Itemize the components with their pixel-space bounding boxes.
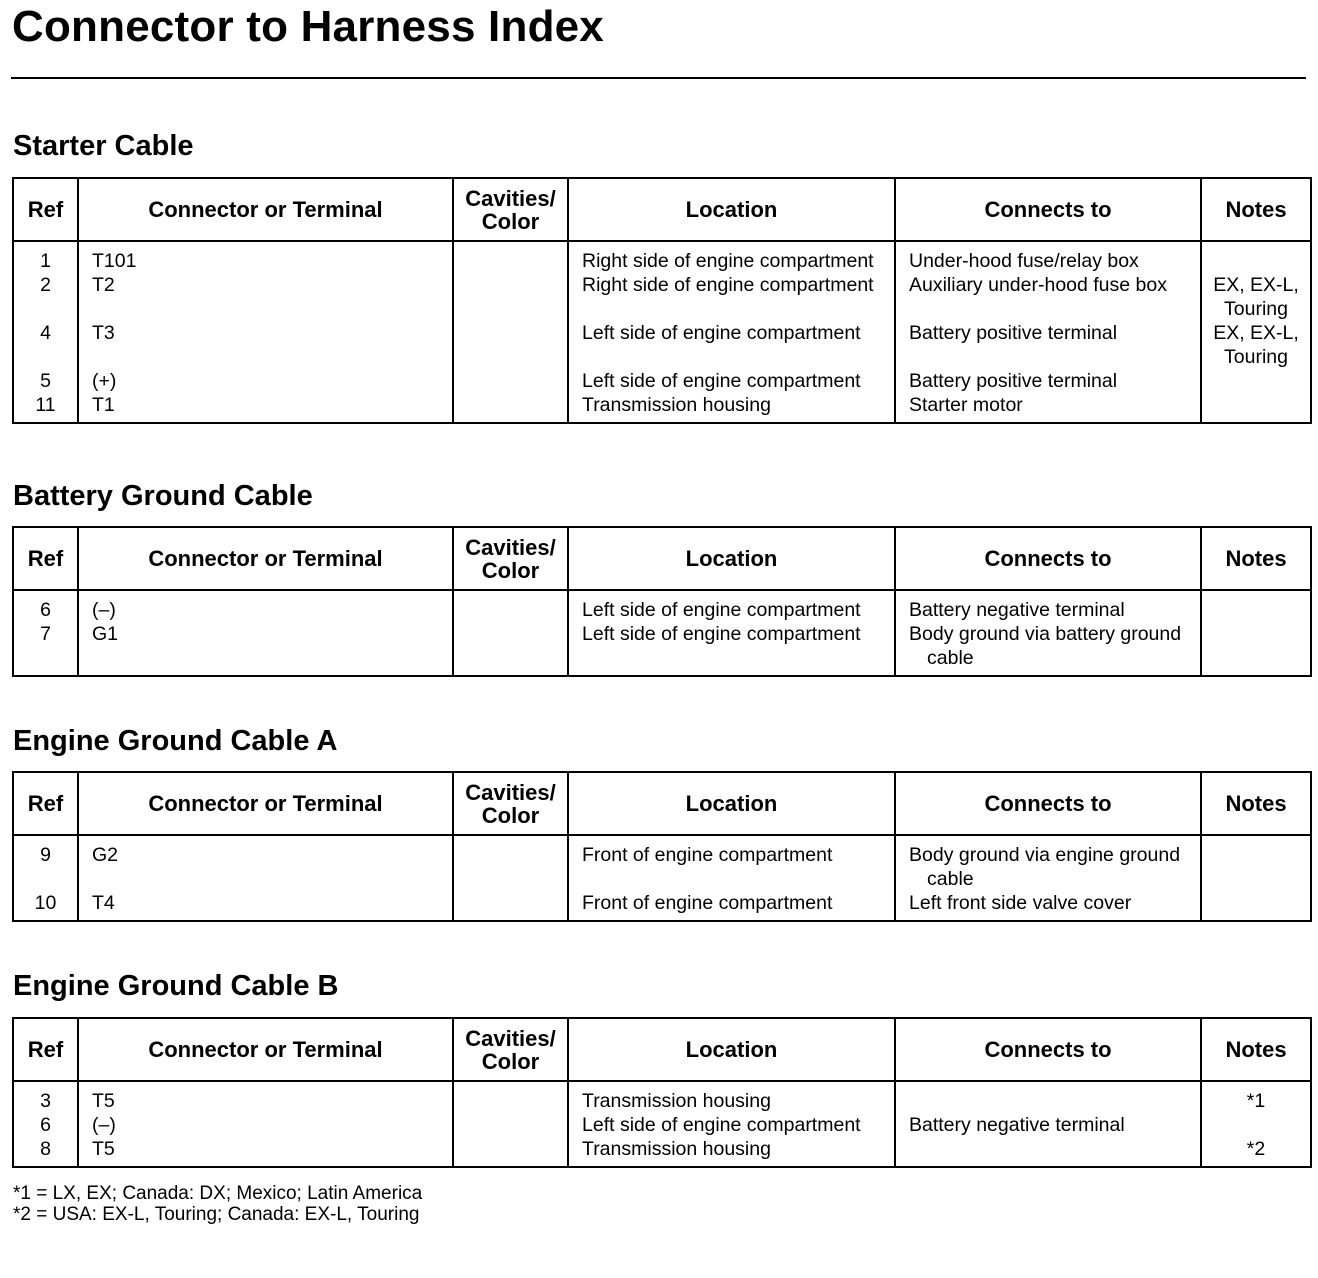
connects-to-cell: [895, 393, 1201, 423]
connector-cell: T5: [78, 1137, 453, 1167]
table-row: [13, 1137, 1311, 1167]
location-cell: Left side of engine compartment: [568, 321, 895, 369]
notes-cell: [1201, 590, 1311, 622]
table-engine-ground-cable-b: [12, 1017, 1312, 1168]
table-row: [13, 590, 1311, 622]
location-cell: Front of engine compartment: [568, 891, 895, 921]
header-row: [13, 178, 1311, 241]
notes-cell: [1201, 369, 1311, 393]
col-header-cavities-line1: Cavities/: [465, 779, 556, 805]
ref-cell: 1: [13, 241, 78, 273]
cavities-cell: [453, 1081, 568, 1113]
cavities-cell: [453, 1137, 568, 1167]
section-title-engine-ground-cable-b: Engine Ground Cable B: [13, 970, 339, 1002]
location-cell: Left side of engine compartment: [568, 1113, 895, 1137]
cavities-cell: [453, 891, 568, 921]
col-header-notes: Notes: [1201, 1018, 1311, 1081]
footnote-1: *1 = LX, EX; Canada: DX; Mexico; Latin America: [13, 1183, 423, 1204]
footnote-2: *2 = USA: EX-L, Touring; Canada: EX-L, Touring: [13, 1204, 420, 1225]
location-cell: Left side of engine compartment: [568, 622, 895, 676]
table-row: [13, 273, 1311, 321]
section-title-battery-ground-cable: Battery Ground Cable: [13, 480, 313, 512]
cavities-cell: [453, 622, 568, 676]
location-cell: Left side of engine compartment: [568, 369, 895, 393]
notes-cell: [1201, 1113, 1311, 1137]
col-header-cavities-line2: Color: [481, 557, 540, 583]
table-row: [13, 369, 1311, 393]
col-header-connector: Connector or Terminal: [78, 1018, 453, 1081]
col-header-cavities: [453, 178, 568, 241]
connects-to-cell: [895, 241, 1201, 273]
connector-cell: T2: [78, 273, 453, 321]
notes-cell: [1201, 891, 1311, 921]
ref-cell: 5: [13, 369, 78, 393]
notes-cell: [1201, 622, 1311, 676]
notes-cell: [1201, 835, 1311, 891]
ref-cell: 10: [13, 891, 78, 921]
col-header-connects-to: Connects to: [895, 178, 1201, 241]
cavities-cell: [453, 590, 568, 622]
col-header-connector: Connector or Terminal: [78, 772, 453, 835]
header-row: [13, 1018, 1311, 1081]
location-cell: Right side of engine compartment: [568, 241, 895, 273]
connects-to-text: Under-hood fuse/relay box: [909, 250, 1139, 272]
table-row: [13, 321, 1311, 369]
cavities-cell: [453, 241, 568, 273]
location-cell: Transmission housing: [568, 1137, 895, 1167]
col-header-connects-to: Connects to: [895, 527, 1201, 590]
cavities-cell: [453, 835, 568, 891]
location-cell: Front of engine compartment: [568, 835, 895, 891]
connects-to-cell: [895, 273, 1201, 321]
table-row: [13, 891, 1311, 921]
ref-cell: 6: [13, 1113, 78, 1137]
location-cell: Transmission housing: [568, 393, 895, 423]
connects-to-text: Left front side valve cover: [909, 892, 1132, 914]
header-row: [13, 772, 1311, 835]
ref-cell: 2: [13, 273, 78, 321]
col-header-cavities-line2: Color: [481, 208, 540, 234]
col-header-location: Location: [568, 1018, 895, 1081]
connector-cell: T3: [78, 321, 453, 369]
cavities-cell: [453, 273, 568, 321]
connects-to-cell: [895, 1137, 1201, 1167]
col-header-notes: Notes: [1201, 772, 1311, 835]
connector-cell: (–): [78, 1113, 453, 1137]
footnotes: [13, 1183, 422, 1225]
ref-cell: 6: [13, 590, 78, 622]
connects-to-text: Body ground via engine ground cable: [909, 844, 1181, 890]
notes-cell: [1201, 393, 1311, 423]
connects-to-text: Battery positive terminal: [909, 322, 1118, 344]
connector-cell: T4: [78, 891, 453, 921]
col-header-connector: Connector or Terminal: [78, 178, 453, 241]
connects-to-text: Auxiliary under-hood fuse box: [909, 274, 1167, 296]
table-row: [13, 622, 1311, 676]
col-header-notes: Notes: [1201, 527, 1311, 590]
col-header-cavities-line2: Color: [481, 1048, 540, 1074]
connects-to-text: Body ground via battery ground cable: [909, 623, 1182, 669]
notes-cell: EX, EX-L, Touring: [1201, 273, 1311, 321]
col-header-ref: Ref: [13, 1018, 78, 1081]
connects-to-cell: [895, 369, 1201, 393]
col-header-ref: Ref: [13, 772, 78, 835]
location-cell: Right side of engine compartment: [568, 273, 895, 321]
col-header-cavities: [453, 1018, 568, 1081]
table-row: [13, 835, 1311, 891]
notes-cell: *2: [1201, 1137, 1311, 1167]
col-header-location: Location: [568, 178, 895, 241]
ref-cell: 3: [13, 1081, 78, 1113]
connector-cell: T1: [78, 393, 453, 423]
connector-cell: (+): [78, 369, 453, 393]
table-starter-cable: [12, 177, 1312, 424]
col-header-cavities-line2: Color: [481, 802, 540, 828]
table-battery-ground-cable: [12, 526, 1312, 677]
connector-cell: T101: [78, 241, 453, 273]
section-title-engine-ground-cable-a: Engine Ground Cable A: [13, 725, 338, 757]
ref-cell: 9: [13, 835, 78, 891]
connects-to-text: Starter motor: [909, 394, 1023, 416]
ref-cell: 11: [13, 393, 78, 423]
connector-cell: T5: [78, 1081, 453, 1113]
col-header-cavities: [453, 527, 568, 590]
section-title-starter-cable: Starter Cable: [13, 130, 194, 162]
col-header-cavities-line1: Cavities/: [465, 185, 556, 211]
col-header-cavities: [453, 772, 568, 835]
connects-to-cell: [895, 321, 1201, 369]
connects-to-text: Battery negative terminal: [909, 1114, 1125, 1136]
connects-to-cell: [895, 1113, 1201, 1137]
notes-cell: *1: [1201, 1081, 1311, 1113]
ref-cell: 7: [13, 622, 78, 676]
ref-cell: 4: [13, 321, 78, 369]
page-title: Connector to Harness Index: [12, 2, 604, 51]
table-row: [13, 241, 1311, 273]
col-header-cavities-line1: Cavities/: [465, 1025, 556, 1051]
cavities-cell: [453, 393, 568, 423]
col-header-cavities-line1: Cavities/: [465, 534, 556, 560]
cavities-cell: [453, 1113, 568, 1137]
table-engine-ground-cable-a: [12, 771, 1312, 922]
col-header-connects-to: Connects to: [895, 772, 1201, 835]
col-header-connects-to: Connects to: [895, 1018, 1201, 1081]
location-cell: Transmission housing: [568, 1081, 895, 1113]
table-row: [13, 1113, 1311, 1137]
col-header-ref: Ref: [13, 178, 78, 241]
location-cell: Left side of engine compartment: [568, 590, 895, 622]
col-header-location: Location: [568, 527, 895, 590]
connector-cell: G1: [78, 622, 453, 676]
header-row: [13, 527, 1311, 590]
title-divider: [11, 77, 1306, 79]
cavities-cell: [453, 369, 568, 393]
table-row: [13, 393, 1311, 423]
connector-cell: (–): [78, 590, 453, 622]
notes-cell: [1201, 241, 1311, 273]
cavities-cell: [453, 321, 568, 369]
col-header-location: Location: [568, 772, 895, 835]
col-header-ref: Ref: [13, 527, 78, 590]
col-header-notes: Notes: [1201, 178, 1311, 241]
connector-cell: G2: [78, 835, 453, 891]
connects-to-cell: [895, 590, 1201, 622]
connects-to-cell: [895, 622, 1201, 676]
connects-to-cell: [895, 835, 1201, 891]
notes-cell: EX, EX-L, Touring: [1201, 321, 1311, 369]
connects-to-cell: [895, 1081, 1201, 1113]
connects-to-text: Battery positive terminal: [909, 370, 1118, 392]
col-header-connector: Connector or Terminal: [78, 527, 453, 590]
table-row: [13, 1081, 1311, 1113]
connects-to-cell: [895, 891, 1201, 921]
ref-cell: 8: [13, 1137, 78, 1167]
connects-to-text: Battery negative terminal: [909, 599, 1125, 621]
